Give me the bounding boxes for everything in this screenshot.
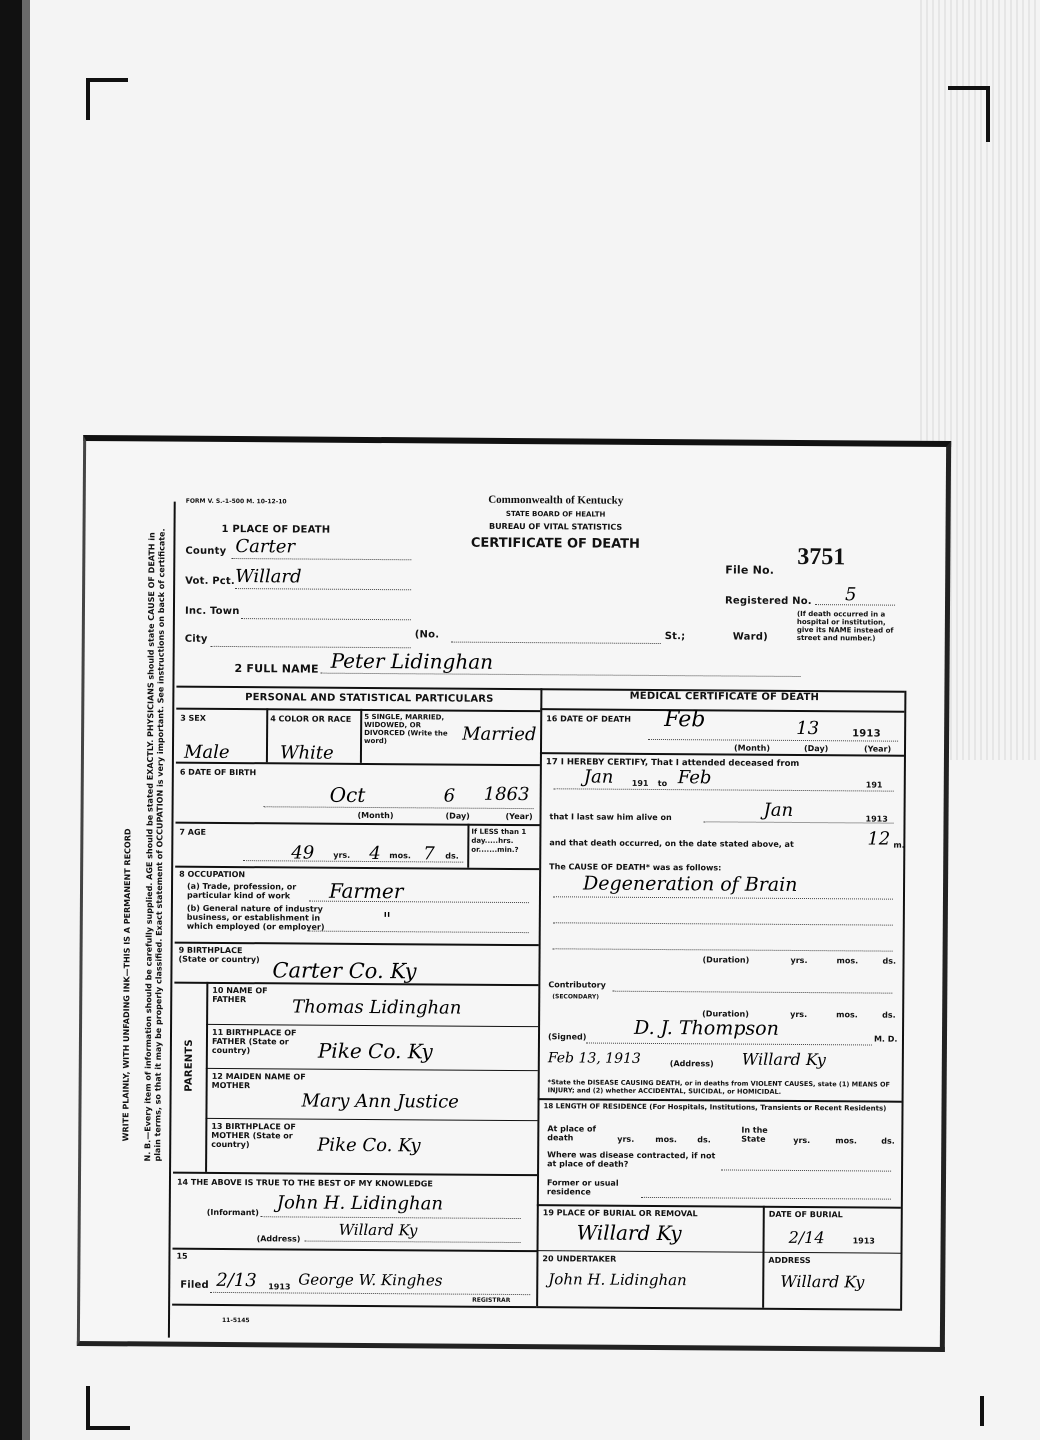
- medical-section-title: MEDICAL CERTIFICATE OF DEATH: [629, 690, 820, 704]
- undertaker-label: 20 UNDERTAKER: [542, 1254, 617, 1264]
- mother-birthplace-label: 13 BIRTHPLACE OF MOTHER (State or country): [211, 1121, 296, 1150]
- vot-pct-value: Willard: [235, 566, 302, 588]
- burial-date-value: 2/14: [788, 1227, 825, 1248]
- death-year-caption: (Year): [863, 744, 892, 754]
- death-month-caption: (Month): [733, 743, 771, 753]
- father-label: 10 NAME OF FATHER: [212, 985, 268, 1005]
- st-label: St.;: [664, 631, 686, 643]
- occupation-value: Farmer: [328, 878, 404, 904]
- attended-from: Jan: [583, 766, 614, 788]
- contributory-mos: mos.: [836, 1010, 858, 1020]
- birthplace-value: Carter Co. Ky: [272, 958, 417, 984]
- md-label: M. D.: [873, 1034, 898, 1044]
- hospital-note: (If death occurred in a hospital or institution, give its NAME instead of street and number.): [796, 609, 894, 643]
- in-state-mos: mos.: [835, 1136, 857, 1146]
- parents-label: PARENTS: [183, 1039, 195, 1092]
- death-day-caption: (Day): [803, 744, 829, 754]
- birth-year: 1863: [483, 783, 530, 806]
- death-certificate: [77, 435, 951, 1352]
- in-state-ds: ds.: [881, 1136, 895, 1146]
- mother-birthplace-value: Pike Co. Ky: [317, 1134, 421, 1157]
- death-month: Feb: [664, 707, 706, 733]
- age-months-unit: mos.: [389, 851, 411, 861]
- bureau-title: BUREAU OF VITAL STATISTICS: [488, 521, 623, 532]
- inc-town-label: Inc. Town: [184, 605, 240, 618]
- industry-value: ": [382, 909, 392, 931]
- personal-section-title: PERSONAL AND STATISTICAL PARTICULARS: [245, 692, 494, 705]
- crop-mark-top-left: [86, 78, 128, 120]
- birth-month-caption: (Month): [357, 810, 394, 821]
- age-days: 7: [423, 843, 435, 865]
- burial-place-label: 19 PLACE OF BURIAL OR REMOVAL: [542, 1208, 698, 1219]
- at-place-mos: mos.: [655, 1134, 677, 1145]
- sex-label: 3 SEX: [180, 713, 206, 723]
- burial-place-value: Willard Ky: [576, 1220, 682, 1246]
- physician-address-label: (Address): [669, 1059, 714, 1069]
- birth-year-caption: (Year): [505, 811, 533, 822]
- age-days-unit: ds.: [445, 851, 459, 861]
- crop-mark-top-right: [948, 86, 990, 142]
- duration-yrs: yrs.: [790, 955, 808, 966]
- board-title: STATE BOARD OF HEALTH: [505, 509, 606, 519]
- form-code: FORM V. S.-1-500 M. 10-12-10: [185, 497, 287, 506]
- commonwealth-title: Commonwealth of Kentucky: [488, 493, 624, 507]
- death-year: 1913: [852, 728, 881, 740]
- last-saw-label: that I last saw him alive on: [549, 812, 672, 823]
- filed-number: 15: [176, 1251, 188, 1261]
- physician-signature: D. J. Thompson: [633, 1016, 779, 1040]
- undertaker-value: John H. Lidinghan: [548, 1270, 687, 1290]
- father-value: Thomas Lidinghan: [292, 996, 462, 1019]
- certificate-title: CERTIFICATE OF DEATH: [470, 535, 641, 552]
- less-than-day-label: If LESS than 1 day.....hrs. or.......min.?: [471, 827, 527, 855]
- registered-no-label: Registered No.: [725, 595, 812, 608]
- informant-label: (Informant): [206, 1207, 259, 1218]
- age-label: 7 AGE: [179, 827, 207, 837]
- informant-value: John H. Lidinghan: [276, 1192, 444, 1215]
- secondary-label: (SECONDARY): [552, 993, 600, 1001]
- contributory-ds: ds.: [882, 1010, 896, 1020]
- former-residence-label: Former or usual residence: [546, 1178, 619, 1197]
- marital-value: Married: [462, 723, 537, 746]
- birth-day-caption: (Day): [445, 811, 470, 821]
- certify-label: 17 I HEREBY CERTIFY, That I attended deceased from: [545, 757, 800, 769]
- ward-label: Ward): [732, 631, 768, 643]
- in-state-yrs: yrs.: [793, 1135, 811, 1146]
- no-label: (No.: [414, 629, 440, 641]
- burial-year: 1913: [852, 1236, 875, 1246]
- scan-edge-gray: [22, 0, 30, 1440]
- marital-label: 5 SINGLE, MARRIED, WIDOWED, OR DIVORCED (Write the word): [364, 712, 448, 746]
- age-years: 49: [291, 842, 315, 864]
- last-saw-year: 1913: [865, 814, 888, 824]
- at-place-yrs: yrs.: [617, 1134, 635, 1144]
- residence-label: 18 LENGTH OF RESIDENCE (For Hospitals, Institutions, Transients or Recent Residents): [543, 1102, 887, 1113]
- city-label: City: [184, 633, 208, 645]
- crop-mark-bottom-right: [960, 1396, 984, 1426]
- side-note-right: WRITE PLAINLY, WITH UNFADING INK—THIS IS A PERMANENT RECORD: [121, 828, 133, 1142]
- color-value: White: [279, 742, 334, 764]
- place-of-death-label: 1 PLACE OF DEATH: [221, 523, 331, 536]
- occurred-label: and that death occurred, on the date stated above, at: [549, 838, 794, 849]
- registered-no-value: 5: [845, 584, 857, 606]
- county-label: County: [185, 545, 227, 557]
- duration-mos: mos.: [836, 956, 859, 966]
- last-saw-value: Jan: [763, 799, 794, 821]
- county-value: Carter: [235, 536, 296, 558]
- to-label: to: [657, 779, 668, 789]
- occupation-label: 8 OCCUPATION: [179, 869, 246, 880]
- duration-label: (Duration): [702, 955, 750, 965]
- physician-sign-date: Feb 13, 1913: [547, 1050, 641, 1067]
- undertaker-address-value: Willard Ky: [780, 1271, 865, 1292]
- death-time-suffix: m.: [893, 840, 905, 850]
- undertaker-address-label: ADDRESS: [768, 1255, 811, 1266]
- contributory-label: Contributory: [548, 980, 606, 990]
- age-years-unit: yrs.: [333, 850, 351, 860]
- filed-label: Filed: [180, 1279, 209, 1291]
- occupation-b-label: (b) General nature of industry business, or establishment in which employed (or employer): [186, 903, 325, 932]
- side-note-left: N. B.—Every item of information should be carefully supplied. AGE should be stated EXACTLY. PHYSICIANS should state CAUSE OF DEATH in plain terms, so that it may be properly classified. Exact statement of OCCUPATION is very important. See instructions on back of certificate.: [143, 528, 167, 1162]
- signed-label: (Signed): [547, 1032, 587, 1042]
- death-day: 13: [796, 717, 820, 740]
- burial-date-label: DATE OF BURIAL: [768, 1209, 843, 1220]
- where-contracted-label: Where was disease contracted, if not at place of death?: [547, 1150, 716, 1169]
- death-time: 12: [867, 828, 891, 850]
- file-no-value: 3751: [797, 543, 846, 571]
- vot-pct-label: Vot. Pct.: [185, 575, 235, 588]
- attended-from-year: 191: [631, 778, 649, 788]
- at-place-label: At place of death: [547, 1124, 596, 1143]
- at-place-ds: ds.: [697, 1135, 711, 1145]
- contributory-yrs: yrs.: [790, 1009, 808, 1020]
- cause-value: Degeneration of Brain: [582, 872, 798, 896]
- cause-label: The CAUSE OF DEATH* was as follows:: [549, 862, 722, 873]
- full-name-value: Peter Lidinghan: [330, 648, 494, 674]
- contributory-duration-label: (Duration): [702, 1009, 749, 1019]
- file-no-label: File No.: [725, 563, 775, 577]
- in-state-label: In the State: [741, 1125, 768, 1144]
- scan-edge-dark: [0, 0, 22, 1440]
- mother-label: 12 MAIDEN NAME OF MOTHER: [211, 1071, 306, 1091]
- color-label: 4 COLOR OR RACE: [270, 714, 352, 724]
- occupation-a-label: (a) Trade, profession, or particular kind of work: [186, 881, 297, 901]
- sex-value: Male: [183, 741, 230, 764]
- footer-code: 11-5145: [221, 1316, 250, 1325]
- crop-mark-bottom-left: [86, 1386, 130, 1430]
- age-months: 4: [369, 842, 381, 865]
- duration-ds: ds.: [882, 956, 897, 966]
- attended-to-year: 191: [865, 780, 883, 790]
- birth-month: Oct: [329, 782, 366, 807]
- father-birthplace-label: 11 BIRTHPLACE OF FATHER (State or country): [211, 1027, 297, 1056]
- physician-address-value: Willard Ky: [741, 1049, 826, 1070]
- registrar-label: REGISTRAR: [472, 1296, 511, 1304]
- filed-date: 2/13: [216, 1269, 257, 1292]
- true-statement-label: 14 THE ABOVE IS TRUE TO THE BEST OF MY KNOWLEDGE: [176, 1177, 433, 1189]
- filed-year: 1913: [268, 1282, 291, 1292]
- birth-date-label: 6 DATE OF BIRTH: [179, 767, 257, 778]
- registrar-signature: George W. Kinghes: [298, 1270, 443, 1290]
- birthplace-label: 9 BIRTHPLACE (State or country): [178, 945, 260, 965]
- full-name-label: 2 FULL NAME: [234, 662, 319, 676]
- birth-day: 6: [443, 785, 456, 807]
- cause-footnote: *State the DISEASE CAUSING DEATH, or in deaths from VIOLENT CAUSES, state (1) MEANS OF INJURY; and (2) whether ACCIDENTAL, SUICIDAL, or HOMICIDAL.: [547, 1078, 890, 1096]
- informant-address-label: (Address): [256, 1234, 301, 1244]
- father-birthplace-value: Pike Co. Ky: [317, 1038, 433, 1064]
- attended-to: Feb: [677, 767, 712, 789]
- death-date-label: 16 DATE OF DEATH: [546, 714, 631, 724]
- mother-value: Mary Ann Justice: [301, 1090, 459, 1113]
- informant-address-value: Willard Ky: [338, 1220, 418, 1240]
